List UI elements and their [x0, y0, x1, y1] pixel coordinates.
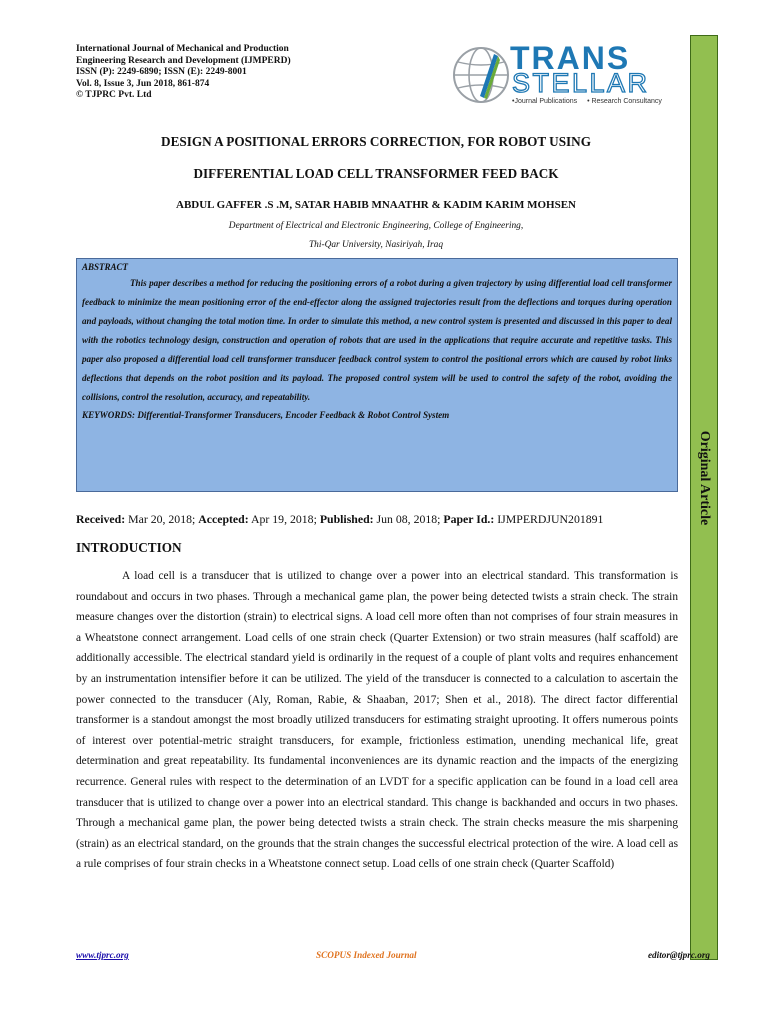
published-date: Jun 08, 2018;	[376, 512, 441, 526]
journal-info-line: Engineering Research and Development (IJMPERD)	[76, 55, 291, 66]
journal-info-line: International Journal of Mechanical and Production	[76, 44, 289, 54]
footer-email[interactable]: editor@tjprc.org	[647, 950, 710, 960]
journal-info-line: ISSN (P): 2249-6890; ISSN (E): 2249-8001	[76, 67, 247, 78]
abstract-text: This paper describes a method for reducing the positioning errors of a robot during a given trajectory by using differential load cell transformer feedback to minimize the mean positioning error of the end-effector along the assigned trajectories result from the deflections and torques during operation and payloads, without changing the total motion time. In order to simulate this method, a new control system is presented and discussed in this paper to deal with the robotics technology design, construction and operation of robots that are used in the applications that require accurate and repetitive tasks. This paper also proposed a differential load cell transformer transducer feedback control system to control the positional errors which are caused by robot links deflections that depends on the robot position and its payload. The proposed control system will be used to control the safety of the robot, avoiding the collisions, control the resolution, accuracy, and repeatability.	[82, 278, 672, 402]
logo-word-stellar: STELLAR	[512, 68, 650, 98]
footer-website-link[interactable]: www.tjprc.org	[76, 950, 129, 960]
logo-tagline-item: •Journal Publications	[512, 98, 578, 105]
affiliation-line: Thi-Qar University, Nasiriyah, Iraq	[308, 240, 444, 250]
logo-word-trans: TRANS	[510, 40, 631, 76]
affiliation-line: Department of Electrical and Electronic Engineering, College of Engineering,	[228, 221, 524, 231]
transstellar-logo	[450, 40, 680, 110]
accepted-label: Accepted:	[198, 512, 249, 526]
abstract-box	[76, 258, 678, 492]
accepted-date: Apr 19, 2018;	[250, 512, 317, 526]
logo-tagline-item: • Research Consultancy	[587, 98, 662, 105]
paper-id: IJMPERDJUN201891	[497, 512, 604, 526]
paper-title-line: DIFFERENTIAL LOAD CELL TRANSFORMER FEED BACK	[193, 166, 559, 181]
abstract-heading: ABSTRACT	[82, 262, 129, 272]
logo-tagline	[512, 98, 670, 105]
journal-info-line: © TJPRC Pvt. Ltd	[76, 90, 152, 101]
publication-dates	[76, 512, 603, 527]
footer-scopus: SCOPUS Indexed Journal	[316, 950, 417, 960]
keywords: KEYWORDS: Differential-Transformer Transducers, Encoder Feedback & Robot Control System	[82, 410, 450, 420]
received-date: Mar 20, 2018;	[128, 512, 196, 526]
received-label: Received:	[76, 512, 126, 526]
globe-icon	[450, 44, 512, 106]
paper-authors: ABDUL GAFFER .S .M, SATAR HABIB MNAATHR & KADIM KARIM MOHSEN	[176, 199, 576, 211]
journal-info-line: Vol. 8, Issue 3, Jun 2018, 861-874	[76, 78, 210, 89]
section-heading-introduction: INTRODUCTION	[76, 540, 182, 555]
journal-info	[76, 44, 376, 102]
published-label: Published:	[319, 512, 374, 526]
paper-id-label: Paper Id.:	[443, 512, 495, 526]
article-type-label: Original Article	[697, 430, 712, 526]
introduction-text: A load cell is a transducer that is utilized to change over a power into an electrical standard. This transformation is roundabout and occurs in two phases. Through a mechanical game plan, the power being detected twists a strain check. The strain measure changes over the distortion (strain) to electrical signs. A load cell more often than not comprises of four strain measures in a Wheatstone connect arrangement. Load cells of one strain check (Quarter Extension) or two strain measures (half scaffold) are additionally accessible. The electrical standard yield is ordinarily in the request of a couple of plant volts and requires enhancement by an instrumentation intensifier before it can be utilized. The yield of the transducer is connected to a calculation to ascertain the power connected to the transducer (Aly, Roman, Rabie, & Shaaban, 2017; Shen et al., 2018). The direct factor differential transformer is a standout amongst the most broadly utilized transducers for estimating straight uprooting. It offers numerous points of interest over potential-metric straight transducers, for example, frictionless estimation, unending mechanical life, great determination and great repeatability. Its fundamental inconveniences are its dynamic reaction and the impacts of the energizing recurrence. General rules with respect to the determination of an LVDT for a specific application can be found in a load cell area transducer that is utilized to change over a power into an electrical standard. This change is backhanded and occurs in two phases. Through a mechanical game plan, the power being detected twists a strain check. The strain checks measure the mis sharpening (strain) as an electrical standard, on the grounds that the strain changes the successful electrical protection of the wire. A load cell as a rule comprises of four strain checks in a Wheatstone connect setup. Load cells of one strain check (Quarter Scaffold)	[76, 570, 678, 871]
paper-title-line: DESIGN A POSITIONAL ERRORS CORRECTION, FOR ROBOT USING	[161, 134, 591, 149]
